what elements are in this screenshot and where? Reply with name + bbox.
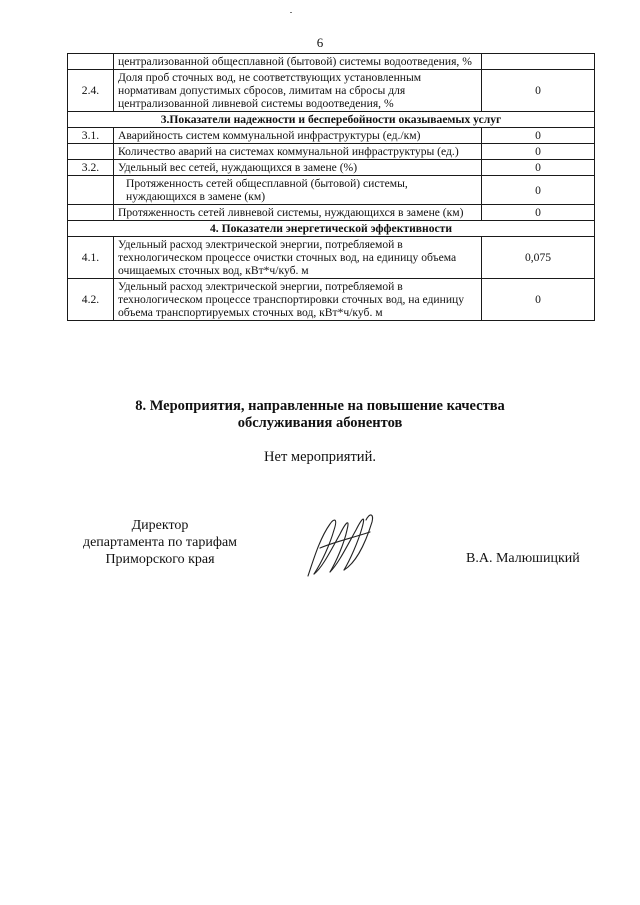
table-row (68, 205, 595, 221)
row-number: 4.1. (68, 237, 114, 279)
table-row (68, 144, 595, 160)
indicator-name: централизованной общесплавной (бытовой) системы водоотведения, % (114, 54, 482, 70)
indicator-name: Удельный вес сетей, нуждающихся в замене (%) (114, 160, 482, 176)
table-row (68, 54, 595, 70)
table-section-row (68, 221, 595, 237)
indicator-name: Аварийность систем коммунальной инфраструктуры (ед./км) (114, 128, 482, 144)
section-8-heading-line2: обслуживания абонентов (237, 415, 403, 431)
indicator-value: 0 (482, 205, 595, 221)
signer-name: В.А. Малюшицкий (466, 551, 580, 566)
table-row (68, 160, 595, 176)
indicator-value: 0 (482, 144, 595, 160)
indicator-name: Протяженность сетей общесплавной (бытовой) системы, нуждающихся в замене (км) (114, 176, 482, 205)
row-number (68, 54, 114, 70)
indicators-table (67, 53, 595, 321)
signer-title-line3: Приморского края (105, 552, 215, 567)
row-number: 3.2. (68, 160, 114, 176)
table-row (68, 237, 595, 279)
signer-title-line1: Директор (131, 518, 189, 533)
row-number: 4.2. (68, 279, 114, 321)
table-row (68, 70, 595, 112)
indicator-name: Количество аварий на системах коммунальной инфраструктуры (ед.) (114, 144, 482, 160)
indicator-name: Удельный расход электрической энергии, потребляемой в технологическом процессе транспортировки сточных вод, на единицу объема транспортируемых сточных вод, кВт*ч/куб. м (114, 279, 482, 321)
indicator-value: 0 (482, 160, 595, 176)
section-title: 4. Показатели энергетической эффективности (68, 221, 595, 237)
indicator-value: 0 (482, 70, 595, 112)
section-title: 3.Показатели надежности и бесперебойности оказываемых услуг (68, 112, 595, 128)
signer-title-line2: департамента по тарифам (82, 535, 238, 550)
signer-title (60, 517, 260, 568)
row-number: 3.1. (68, 128, 114, 144)
no-measures-text: Нет мероприятий. (264, 449, 376, 465)
table-row (68, 279, 595, 321)
row-number: 2.4. (68, 70, 114, 112)
section-8-heading-line1: 8. Мероприятия, направленные на повышение качества (135, 398, 505, 414)
table-section-row (68, 112, 595, 128)
indicator-value: 0,075 (482, 237, 595, 279)
table-row (68, 176, 595, 205)
indicator-value: 0 (482, 176, 595, 205)
indicator-value (482, 54, 595, 70)
handwritten-signature (300, 508, 380, 580)
row-number (68, 144, 114, 160)
indicator-value: 0 (482, 279, 595, 321)
section-8-heading (0, 398, 640, 432)
indicator-value: 0 (482, 128, 595, 144)
row-number (68, 205, 114, 221)
indicator-name: Доля проб сточных вод, не соответствующих установленным нормативам допустимых сбросов, лимитам на сбросы для централизованной ливневой системы водоотведения, % (114, 70, 482, 112)
indicator-name: Удельный расход электрической энергии, потребляемой в технологическом процессе очистки сточных вод, на единицу объема очищаемых сточных вод, кВт*ч/куб. м (114, 237, 482, 279)
page-number: 6 (316, 35, 324, 50)
row-number (68, 176, 114, 205)
indicator-name: Протяженность сетей ливневой системы, нуждающихся в замене (км) (114, 205, 482, 221)
scan-speck (290, 12, 292, 13)
table-row (68, 128, 595, 144)
